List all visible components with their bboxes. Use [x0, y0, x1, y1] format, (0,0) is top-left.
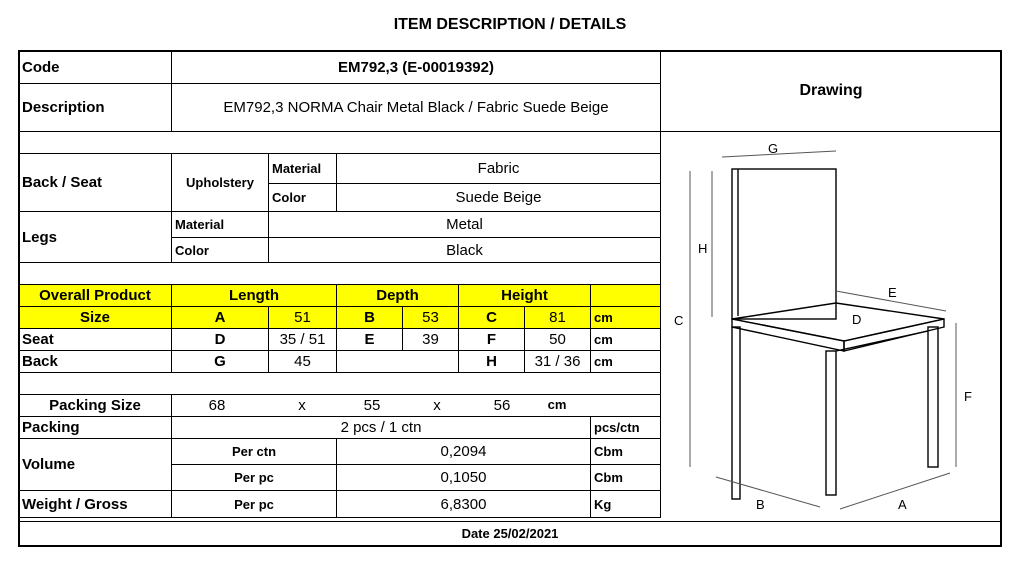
packing-size-x1: x [298, 397, 306, 414]
back-seat-material-value: Fabric [337, 154, 661, 184]
volume-per-pc-value: 0,1050 [337, 465, 591, 491]
packing-label: Packing [19, 417, 172, 439]
back-seat-color-value: Suede Beige [337, 184, 661, 212]
upholstery-label: Upholstery [172, 154, 269, 212]
weight-per-pc-label: Per pc [172, 491, 337, 518]
dim-h-letter: H [459, 351, 525, 373]
legs-color-label: Color [172, 238, 269, 263]
packing-size-label: Packing Size [19, 395, 172, 417]
volume-per-ctn-label: Per ctn [172, 439, 337, 465]
dim-b-value: 53 [403, 307, 459, 329]
code-label: Code [19, 51, 172, 84]
dim-a-letter: A [172, 307, 269, 329]
back-seat-label: Back / Seat [19, 154, 172, 212]
dim-label-a: A [898, 497, 907, 512]
volume-per-ctn-value: 0,2094 [337, 439, 591, 465]
back-unit: cm [591, 351, 661, 373]
legs-color-value: Black [269, 238, 661, 263]
code-value: EM792,3 (E-00019392) [172, 51, 661, 84]
dim-label-e: E [888, 285, 897, 300]
packing-size-width: 55 [363, 397, 381, 414]
packing-unit: pcs/ctn [591, 417, 661, 439]
seat-unit: cm [591, 329, 661, 351]
packing-size-height: 56 [493, 397, 511, 414]
legs-label: Legs [19, 212, 172, 263]
dim-g-value: 45 [269, 351, 337, 373]
back-seat-material-label: Material [269, 154, 337, 184]
weight-label: Weight / Gross [19, 491, 172, 518]
document-title: ITEM DESCRIPTION / DETAILS [393, 16, 627, 33]
dim-d-letter: D [172, 329, 269, 351]
dim-d-value: 35 / 51 [269, 329, 337, 351]
dim-c-letter: C [459, 307, 525, 329]
chair-drawing [660, 131, 1002, 521]
weight-unit: Kg [591, 491, 661, 518]
back-seat-color-label: Color [269, 184, 337, 212]
dim-h-value: 31 / 36 [525, 351, 591, 373]
dim-f-letter: F [459, 329, 525, 351]
dim-e-letter: E [337, 329, 403, 351]
dim-b-letter: B [337, 307, 403, 329]
dim-label-f: F [964, 389, 972, 404]
back-label: Back [19, 351, 172, 373]
volume-per-pc-label: Per pc [172, 465, 337, 491]
dim-label-h: H [698, 241, 708, 256]
volume-label: Volume [19, 439, 172, 491]
packing-size-x2: x [433, 397, 441, 414]
dim-c-value: 81 [525, 307, 591, 329]
depth-header: Depth [337, 285, 459, 307]
description-label: Description [19, 84, 172, 132]
dim-g-letter: G [172, 351, 269, 373]
volume-per-pc-unit: Cbm [591, 465, 661, 491]
volume-per-ctn-unit: Cbm [591, 439, 661, 465]
dim-label-g: G [768, 141, 779, 156]
overall-unit: cm [591, 307, 661, 329]
dim-label-d: D [852, 312, 862, 327]
dim-f-value: 50 [525, 329, 591, 351]
length-header: Length [172, 285, 337, 307]
dim-label-c: C [674, 313, 684, 328]
overall-size-label-2: Size [19, 307, 172, 329]
weight-value: 6,8300 [337, 491, 591, 518]
height-header: Height [459, 285, 591, 307]
packing-value: 2 pcs / 1 ctn [172, 417, 591, 439]
seat-label: Seat [19, 329, 172, 351]
legs-material-label: Material [172, 212, 269, 238]
overall-size-label-1: Overall Product [19, 285, 172, 307]
packing-size-unit: cm [547, 397, 567, 412]
footer-date: Date 25/02/2021 [18, 521, 1002, 547]
dim-label-b: B [756, 497, 765, 512]
dim-e-value: 39 [403, 329, 459, 351]
legs-material-value: Metal [269, 212, 661, 238]
description-value: EM792,3 NORMA Chair Metal Black / Fabric Suede Beige [172, 84, 661, 132]
packing-size-length: 68 [208, 397, 226, 414]
dim-a-value: 51 [269, 307, 337, 329]
drawing-title: Drawing [799, 82, 863, 99]
